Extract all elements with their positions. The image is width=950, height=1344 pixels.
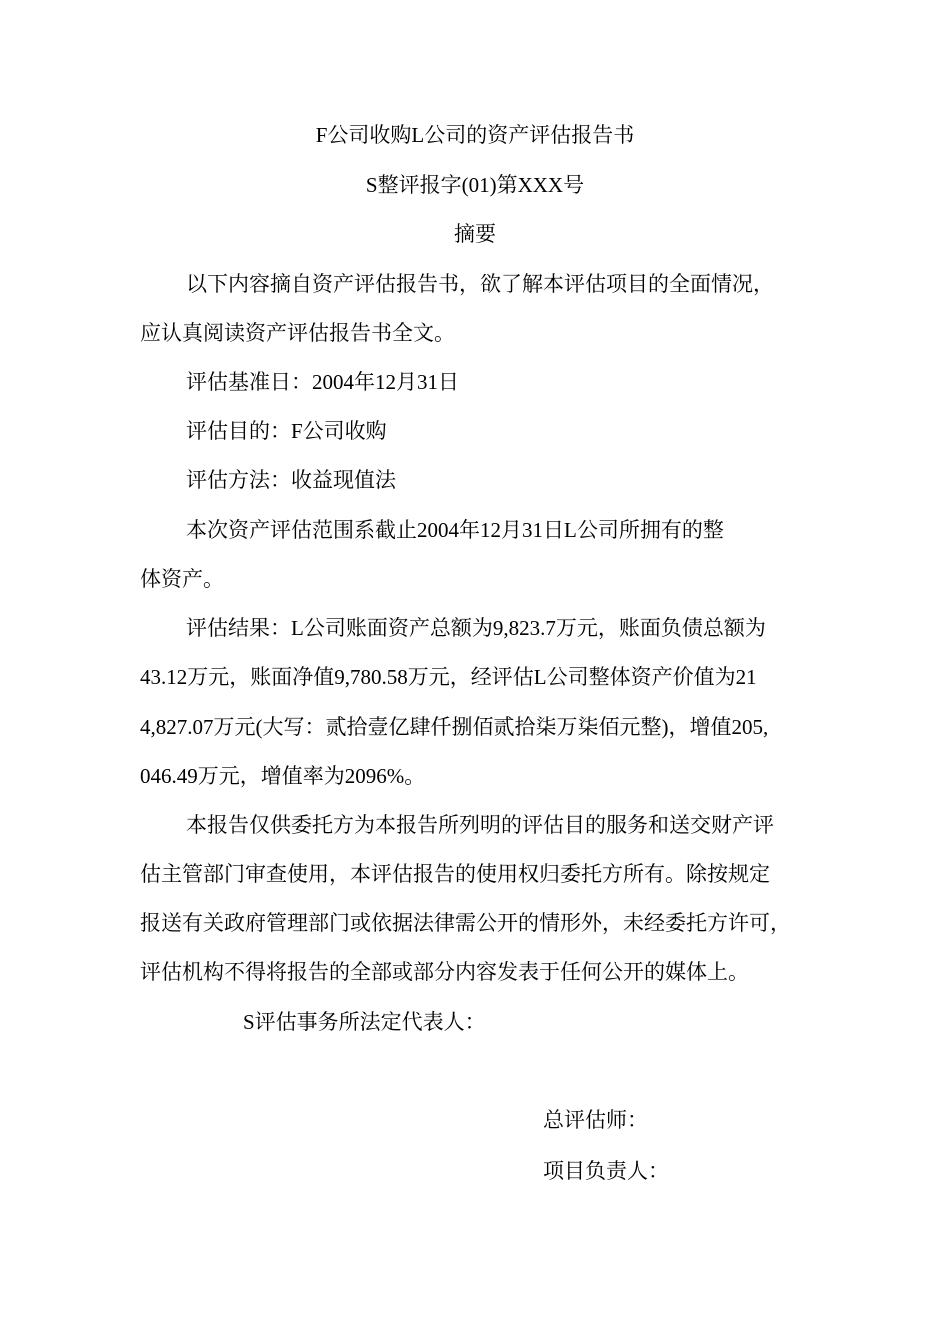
summary-heading: 摘要 [454,222,496,246]
usage-line-2: 估主管部门审查使用，本评估报告的使用权归委托方所有。除按规定 [140,862,770,886]
result-line-2: 43.12万元，账面净值9,780.58万元，经评估L公司整体资产价值为21 [140,665,757,689]
chief-appraiser-label: 总评估师： [543,1108,648,1132]
report-title: F公司收购L公司的资产评估报告书 [315,123,635,147]
base-date: 评估基准日：2004年12月31日 [186,370,459,394]
project-lead-label: 项目负责人： [543,1159,669,1183]
intro-line-2: 应认真阅读资产评估报告书全文。 [140,321,455,345]
usage-line-3: 报送有关政府管理部门或依据法律需公开的情形外，未经委托方许可， [140,911,791,935]
result-line-3: 4,827.07万元(大写：贰拾壹亿肆仟捌佰贰拾柒万柒佰元整)，增值205, [140,715,769,739]
usage-line-1: 本报告仅供委托方为本报告所列明的评估目的服务和送交财产评 [186,813,774,837]
scope-line-2: 体资产。 [140,567,224,591]
document-number: S整评报字(01)第XXX号 [365,173,585,197]
purpose: 评估目的：F公司收购 [186,419,387,443]
usage-line-4: 评估机构不得将报告的全部或部分内容发表于任何公开的媒体上。 [140,960,749,984]
scope-line-1: 本次资产评估范围系截止2004年12月31日L公司所拥有的整 [186,518,724,542]
result-line-1: 评估结果：L公司账面资产总额为9,823.7万元，账面负债总额为 [186,616,766,640]
result-line-4: 046.49万元，增值率为2096%。 [140,764,426,788]
firm-representative-label: S评估事务所法定代表人： [243,1010,486,1034]
method: 评估方法：收益现值法 [186,468,396,492]
intro-line-1: 以下内容摘自资产评估报告书，欲了解本评估项目的全面情况， [186,272,774,296]
